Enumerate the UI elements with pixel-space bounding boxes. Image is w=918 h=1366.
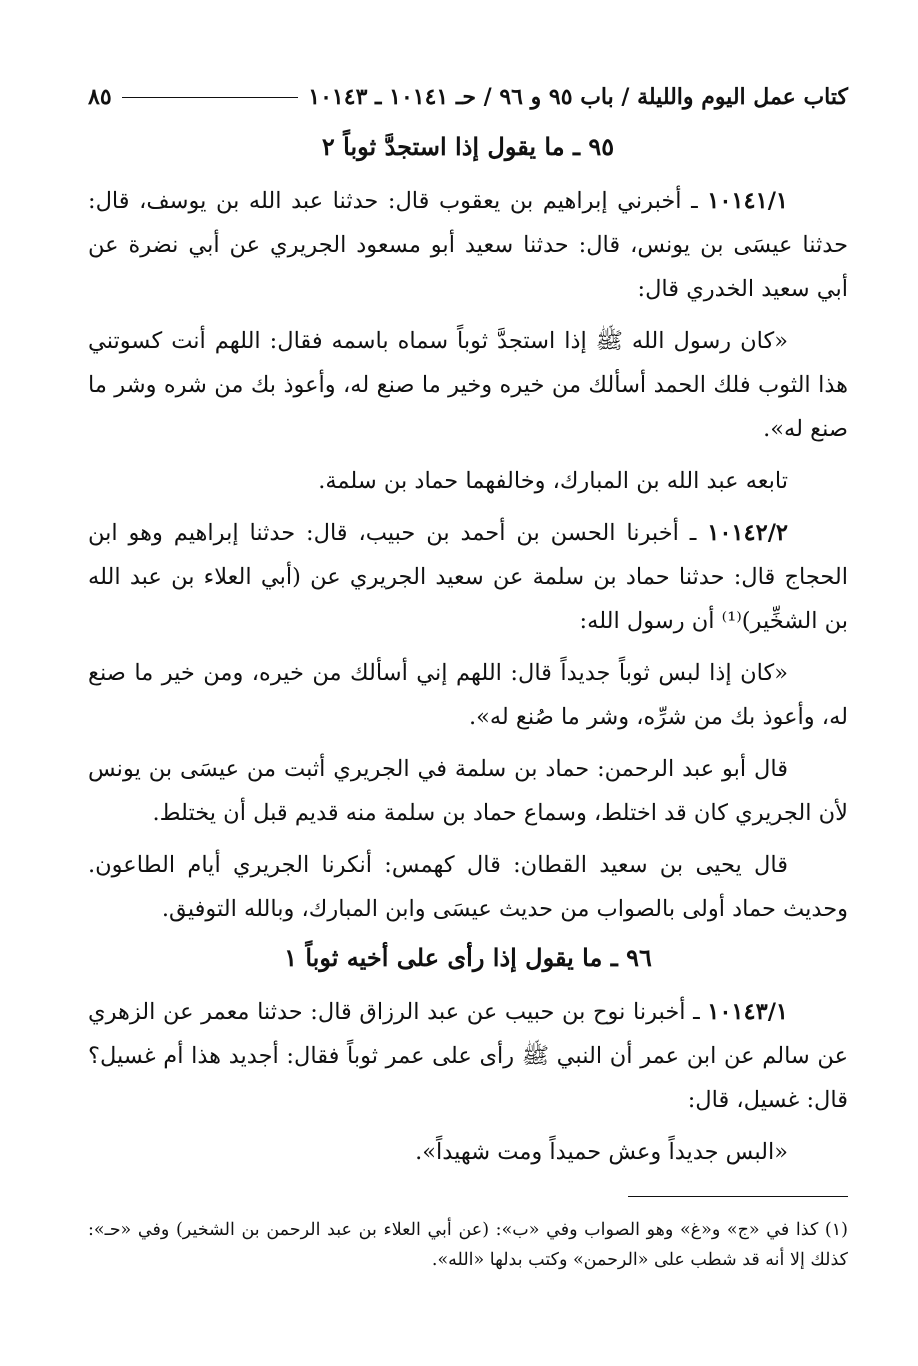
hadith-10141-text: ـ أخبرني إبراهيم بن يعقوب قال: حدثنا عبد الله بن يوسف، قال: حدثنا عيسَى بن يونس، قال: حدثنا سعيد أبو مسعود الجريري عن أبي نضرة عن أبي سعيد الخدري قال: (88, 188, 848, 302)
page-number: ٨٥ (88, 84, 112, 110)
hadith-10141-note: تابعه عبد الله بن المبارك، وخالفهما حماد بن سلمة. (318, 468, 788, 494)
hadith-10142-isnad (88, 511, 848, 643)
hadith-10142-text: ـ أخبرنا الحسن بن أحمد بن حبيب، قال: حدثنا إبراهيم وهو ابن الحجاج قال: حدثنا حماد بن سلمة عن سعيد الجريري عن (أبي العلاء بن عبد الله بن الشخِّير)⁽¹⁾ أن رسول الله: (88, 520, 848, 634)
commentary-nasai: قال أبو عبد الرحمن: حماد بن سلمة في الجريري أثبت من عيسَى بن يونس لأن الجريري كان قد اختلط، وسماع حماد بن سلمة منه قديم قبل أن يختلط. (88, 756, 848, 826)
hadith-10143-matn: «البس جديداً وعش حميداً ومت شهيداً». (415, 1139, 788, 1165)
hadith-10141-number: ١٠١٤١/١ (707, 188, 788, 214)
hadith-10141-matn: «كان رسول الله ﷺ إذا استجدَّ ثوباً سماه باسمه فقال: اللهم أنت كسوتني هذا الثوب فلك الحمد أسألك من خيره وخير ما صنع له، وأعوذ بك من شره وشر ما صنع له». (88, 328, 848, 442)
hadith-10142-matn: «كان إذا لبس ثوباً جديداً قال: اللهم إني أسألك من خيره، ومن خير ما صنع له، وأعوذ بك من شرِّه، وشر ما صُنع له». (88, 660, 848, 730)
hadith-10143-text: ـ أخبرنا نوح بن حبيب عن عبد الرزاق قال: حدثنا معمر عن الزهري عن سالم عن ابن عمر أن النبي ﷺ رأى على عمر ثوباً فقال: أجديد هذا أم غسيل؟ قال: غسيل، قال: (88, 999, 848, 1113)
running-head-rule (122, 97, 299, 98)
book-page (88, 84, 848, 1292)
hadith-10141-isnad (88, 179, 848, 311)
commentary-qattan: قال يحيى بن سعيد القطان: قال كهمس: أنكرنا الجريري أيام الطاعون. وحديث حماد أولى بالصواب من حديث عيسَى وابن المبارك، وبالله التوفيق. (88, 852, 848, 922)
chapter-96-title: ٩٦ ـ ما يقول إذا رأى على أخيه ثوباً ١ (284, 943, 652, 972)
running-head (88, 84, 848, 110)
hadith-10143-isnad (88, 990, 848, 1122)
hadith-10143-number: ١٠١٤٣/١ (707, 999, 788, 1025)
chapter-95-title: ٩٥ ـ ما يقول إذا استجدَّ ثوباً ٢ (321, 132, 615, 161)
running-head-title: كتاب عمل اليوم والليلة / باب ٩٥ و ٩٦ / حـ ١٠١٤١ ـ ١٠١٤٣ (308, 84, 848, 110)
footnote-separator (628, 1196, 848, 1197)
footnote-1: (١) كذا في «ج» و«غ» وهو الصواب وفي «ب»: (عن أبي العلاء بن عبد الرحمن بن الشخير) وفي «حـ»: كذلك إلا أنه قد شطب على «الرحمن» وكتب بدلها «الله». (88, 1219, 848, 1270)
hadith-10142-number: ١٠١٤٢/٢ (707, 520, 788, 546)
